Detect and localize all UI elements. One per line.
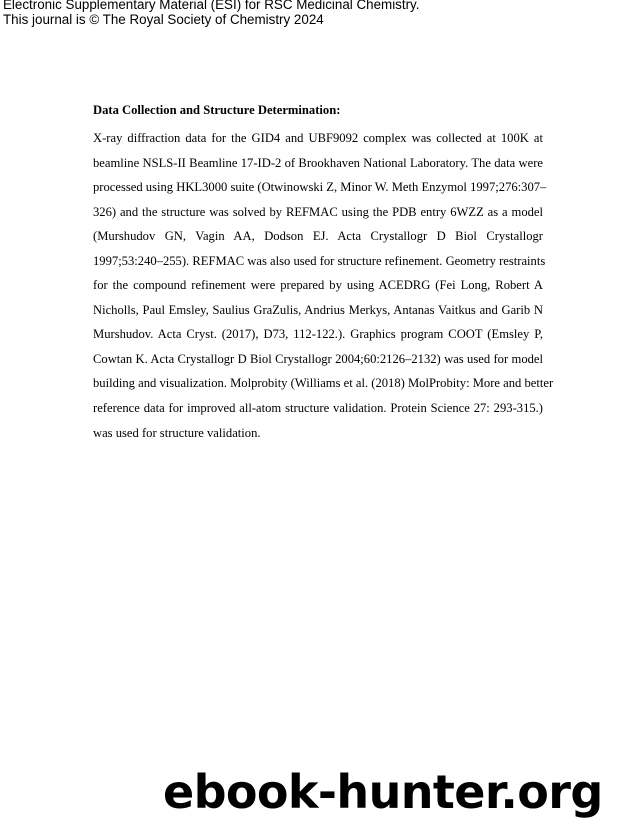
esi-header-line-2: This journal is © The Royal Society of Chemistry 2024 <box>3 12 324 27</box>
section-body <box>93 126 554 445</box>
body-line: Murshudov. Acta Cryst. (2017), D73, 112-122.). Graphics program COOT (Emsley P, <box>93 327 543 342</box>
body-line: building and visualization. Molprobity (Williams et al. (2018) MolProbity: More and better <box>93 376 554 391</box>
watermark: ebook-hunter.org <box>163 765 603 819</box>
body-line: reference data for improved all-atom structure validation. Protein Science 27: 293-315.) <box>93 401 543 416</box>
esi-header-line-1: Electronic Supplementary Material (ESI) for RSC Medicinal Chemistry. <box>3 0 420 12</box>
body-line: 326) and the structure was solved by REFMAC using the PDB entry 6WZZ as a model <box>93 204 543 219</box>
body-line: Nicholls, Paul Emsley, Saulius GraZulis, Andrius Merkys, Antanas Vaitkus and Garib N <box>93 302 543 317</box>
body-line: for the compound refinement were prepared by using ACEDRG (Fei Long, Robert A <box>93 278 543 293</box>
body-line: (Murshudov GN, Vagin AA, Dodson EJ. Acta Crystallogr D Biol Crystallogr <box>93 229 543 244</box>
body-line: X-ray diffraction data for the GID4 and UBF9092 complex was collected at 100K at <box>93 131 543 145</box>
body-line: Cowtan K. Acta Crystallogr D Biol Crystallogr 2004;60:2126–2132) was used for model <box>93 351 543 366</box>
body-line: processed using HKL3000 suite (Otwinowski Z, Minor W. Meth Enzymol 1997;276:307– <box>93 180 547 195</box>
esi-header <box>3 0 419 27</box>
body-line: 1997;53:240–255). REFMAC was also used for structure refinement. Geometry restraints <box>93 253 546 268</box>
section-title: Data Collection and Structure Determination: <box>93 103 341 117</box>
body-line: beamline NSLS-II Beamline 17-ID-2 of Brookhaven National Laboratory. The data were <box>93 155 543 170</box>
document-content <box>93 101 554 445</box>
body-line: was used for structure validation. <box>93 425 261 440</box>
